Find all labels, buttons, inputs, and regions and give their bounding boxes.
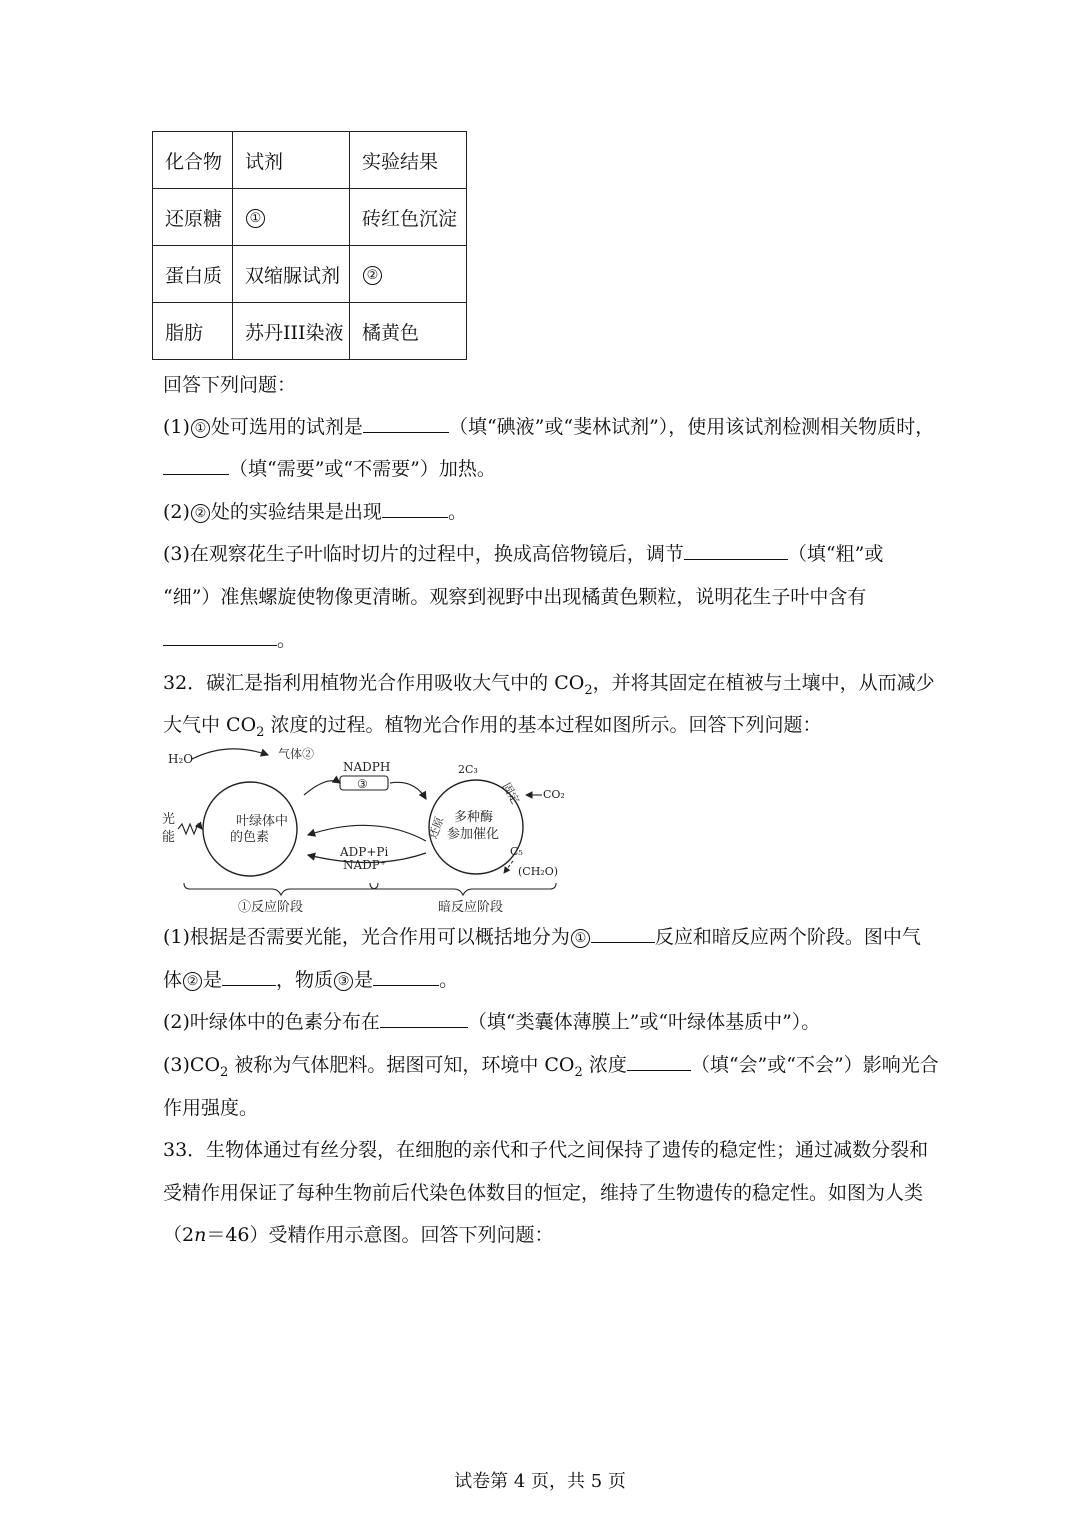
circled-number: ③ — [334, 972, 353, 991]
circled-number: ① — [191, 419, 210, 438]
question-hint: （填“粗”或 — [787, 543, 884, 565]
arrow-light-to-box — [304, 781, 340, 795]
gas-label: 气体② — [278, 747, 315, 761]
q31-part3-line3 — [163, 627, 296, 653]
table-cell: 砖红色沉淀 — [350, 189, 467, 246]
light-label-2: 能 — [162, 830, 176, 845]
table-row — [153, 303, 467, 360]
answer-blank[interactable] — [684, 541, 788, 560]
light-energy-arrow — [178, 824, 202, 834]
question-text: (1)根据是否需要光能，光合作用可以概括地分为 — [163, 926, 570, 948]
answer-blank[interactable] — [627, 1052, 691, 1071]
q32-part3-line1 — [163, 1052, 939, 1086]
question-hint: （填“会”或“不会”）影响光合 — [690, 1054, 939, 1076]
dark-stage-label: 暗反应阶段 — [438, 900, 504, 915]
carbohydrate-label: (CH₂O) — [518, 865, 559, 878]
q33-stem-line1: 33．生物体通过有丝分裂，在细胞的亲代和子代之间保持了遗传的稳定性；通过减数分裂和 — [163, 1139, 929, 1161]
question-text: 浓度 — [582, 1054, 627, 1076]
question-text: 处可选用的试剂是 — [210, 416, 363, 438]
nadph-label: NADPH — [343, 760, 391, 774]
q31-part1-line1 — [163, 414, 934, 440]
question-hint: （填“类囊体薄膜上”或“叶绿体基质中”）。 — [467, 1011, 821, 1033]
q33-stem-line2: 受精作用保证了每种生物前后代染色体数目的恒定，维持了生物遗传的稳定性。如图为人类 — [163, 1182, 924, 1204]
light-label-1: 光 — [162, 812, 176, 827]
table-cell — [350, 246, 467, 303]
q32-part2 — [163, 1009, 820, 1035]
question-text: ，物质 — [276, 969, 334, 991]
q32-part3-line2: 作用强度。 — [163, 1097, 259, 1119]
q32-stem-line2 — [163, 712, 821, 746]
question-text: 大气中 CO — [163, 714, 257, 736]
subscript: 2 — [220, 1064, 229, 1080]
reagent-table — [152, 131, 467, 360]
arrow-box-to-dark — [390, 782, 426, 799]
question-text: 是 — [203, 969, 223, 991]
circled-number: ② — [183, 972, 202, 991]
fixation-label: 固定 — [499, 780, 522, 807]
answer-blank[interactable] — [591, 924, 655, 943]
q31-part3-line2: “细”）准焦螺旋使物像更清晰。观察到视野中出现橘黄色颗粒，说明花生子叶中含有 — [163, 586, 867, 608]
table-cell: 化合物 — [153, 132, 233, 189]
circled-number: ① — [246, 209, 265, 228]
c3-label: 2C₃ — [458, 763, 478, 776]
water-to-gas-arrow — [192, 749, 268, 759]
q32-stem-line1 — [163, 670, 935, 704]
table-row — [153, 246, 467, 303]
subscript: 2 — [256, 724, 265, 740]
q31-part3-line1 — [163, 541, 883, 567]
answer-blank[interactable] — [163, 456, 229, 475]
table-cell: 脂肪 — [153, 303, 233, 360]
pigment-circle — [203, 782, 297, 876]
table-cell: 苏丹III染液 — [233, 303, 350, 360]
answer-blank[interactable] — [380, 1009, 468, 1028]
light-stage-label: ①反应阶段 — [238, 900, 304, 915]
enzyme-label-1: 多种酶 — [454, 810, 494, 825]
adp-label: ADP+Pi — [340, 845, 389, 859]
circled-number: ② — [191, 504, 210, 523]
answer-blank[interactable] — [373, 967, 439, 986]
question-text: 32．碳汇是指利用植物光合作用吸收大气中的 CO — [163, 672, 585, 694]
answer-blank[interactable] — [363, 414, 449, 433]
question-text: ，并将其固定在植被与土壤中，从而减少 — [592, 672, 935, 694]
table-cell: 还原糖 — [153, 189, 233, 246]
table-header-row — [153, 132, 467, 189]
punctuation: 。 — [439, 969, 459, 991]
question-text: (3)CO — [163, 1054, 221, 1076]
answer-blank[interactable] — [222, 967, 276, 986]
subscript: 2 — [584, 682, 593, 698]
q31-intro: 回答下列问题： — [163, 374, 297, 396]
question-text: 被称为气体肥料。据图可知，环境中 CO — [228, 1054, 575, 1076]
q31-part2 — [163, 499, 467, 525]
punctuation: 。 — [447, 501, 467, 523]
answer-blank[interactable] — [382, 499, 448, 518]
table-row — [153, 189, 467, 246]
question-text: 是 — [354, 969, 374, 991]
arrow-adp-return — [308, 825, 426, 841]
subscript: 2 — [574, 1064, 583, 1080]
circled-number: ② — [363, 266, 382, 285]
question-text: （2 — [163, 1224, 195, 1246]
part-number: (1) — [163, 416, 190, 438]
co2-label: CO₂ — [543, 788, 565, 801]
water-label: H₂O — [168, 752, 194, 766]
question-text: ＝46）受精作用示意图。回答下列问题： — [206, 1224, 554, 1246]
c5-label: C₅ — [510, 845, 523, 858]
question-text: 反应和暗反应两个阶段。图中气 — [654, 926, 921, 948]
enzyme-label-2: 参加催化 — [447, 827, 500, 842]
q32-part1-line2 — [163, 967, 458, 993]
reduction-label: 还原 — [426, 815, 447, 841]
substance-3-label: ③ — [357, 777, 368, 791]
question-text: (2)叶绿体中的色素分布在 — [163, 1011, 380, 1033]
question-text: (3)在观察花生子叶临时切片的过程中，换成高倍物镜后，调节 — [163, 543, 684, 565]
q32-part1-line1 — [163, 924, 921, 950]
page-footer: 试卷第 4 页，共 5 页 — [454, 1471, 626, 1492]
punctuation: 。 — [277, 629, 297, 651]
q33-stem-line3 — [163, 1222, 554, 1248]
part-number: (2) — [163, 501, 190, 523]
question-hint: （填“需要”或“不需要”）加热。 — [229, 458, 496, 480]
c5-to-carb-arrow — [504, 861, 513, 873]
table-cell: 实验结果 — [350, 132, 467, 189]
variable-n: n — [194, 1224, 207, 1246]
table-cell — [233, 189, 350, 246]
circled-number: ① — [571, 929, 590, 948]
question-text: 处的实验结果是出现 — [210, 501, 382, 523]
answer-blank[interactable] — [163, 627, 277, 646]
light-stage-brace — [184, 883, 378, 895]
nadp-label: NADP⁺ — [343, 858, 387, 872]
table-cell: 橘黄色 — [350, 303, 467, 360]
pigment-label-1: 叶绿体中 — [236, 814, 289, 829]
photosynthesis-diagram — [158, 743, 578, 918]
dark-stage-brace — [370, 883, 556, 895]
q31-part1-line2 — [163, 456, 496, 482]
question-text: 体 — [163, 969, 183, 991]
pigment-label-2: 的色素 — [230, 830, 270, 845]
table-cell: 双缩脲试剂 — [233, 246, 350, 303]
question-text: 浓度的过程。植物光合作用的基本过程如图所示。回答下列问题： — [264, 714, 822, 736]
table-cell: 蛋白质 — [153, 246, 233, 303]
table-cell: 试剂 — [233, 132, 350, 189]
question-hint: （填“碘液”或“斐林试剂”），使用该试剂检测相关物质时， — [448, 416, 935, 438]
